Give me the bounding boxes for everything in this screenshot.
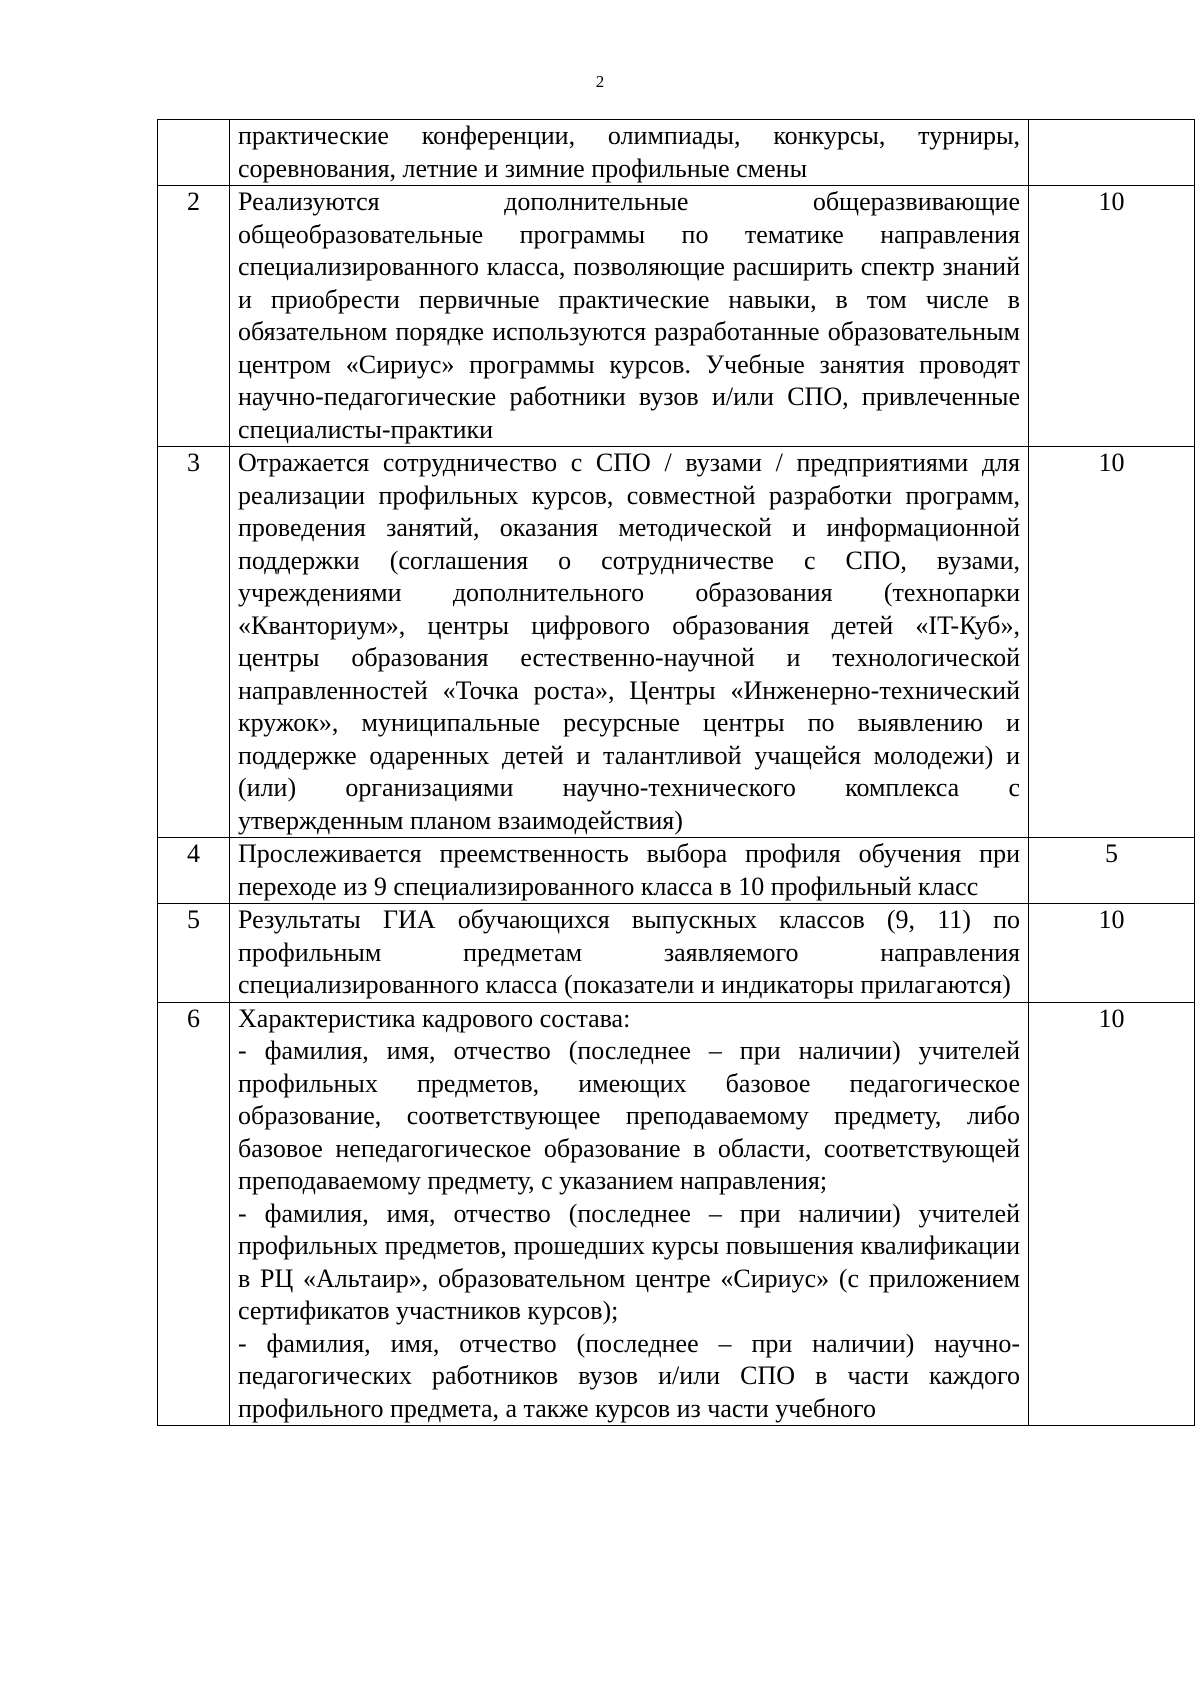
table-row bbox=[158, 120, 1195, 186]
criterion-text: практические конференции, олимпиады, конкурсы, турниры, соревнования, летние и зимние профильные смены bbox=[230, 120, 1029, 186]
staff-item: - фамилия, имя, отчество (последнее – при наличии) учителей профильных предметов, прошедших курсы повышения квалификации в РЦ «Альтаир», образовательном центре «Сириус» (с приложением сертификатов участников курсов); bbox=[238, 1198, 1020, 1325]
criterion-score bbox=[1029, 120, 1195, 186]
table-row bbox=[158, 904, 1195, 1003]
criterion-score: 10 bbox=[1029, 447, 1195, 838]
row-number: 5 bbox=[158, 904, 230, 1003]
criterion-text: Отражается сотрудничество с СПО / вузами / предприятиями для реализации профильных курсов, совместной разработки программ, проведения занятий, оказания методической и информационной поддержки (соглашения о сотрудничестве с СПО, вузами, учреждениями дополнительного образования (технопарки «Кванториум», центры цифрового образования детей «IT-Куб», центры образования естественно-научной и технологической направленностей «Точка роста», Центры «Инженерно-технический кружок», муниципальные ресурсные центры по выявлению и поддержке одаренных детей и талантливой учащейся молодежи) и (или) организациями научно-технического комплекса с утвержденным планом взаимодействия) bbox=[230, 447, 1029, 838]
table-row bbox=[158, 447, 1195, 838]
criterion-text: Реализуются дополнительные общеразвивающие общеобразовательные программы по тематике направления специализированного класса, позволяющие расширить спектр знаний и приобрести первичные практические навыки, в том числе в обязательном порядке используются разработанные образовательным центром «Сириус» программы курсов. Учебные занятия проводят научно-педагогические работники вузов и/или СПО, привлеченные специалисты-практики bbox=[230, 186, 1029, 447]
criteria-table bbox=[157, 119, 1195, 1426]
page-number: 2 bbox=[595, 72, 605, 91]
criterion-score: 10 bbox=[1029, 904, 1195, 1003]
table-row bbox=[158, 838, 1195, 904]
table-row bbox=[158, 1002, 1195, 1426]
row-number: 2 bbox=[158, 186, 230, 447]
row-number: 4 bbox=[158, 838, 230, 904]
row-number: 3 bbox=[158, 447, 230, 838]
staff-item: - фамилия, имя, отчество (последнее – при наличии) учителей профильных предметов, имеющих базовое педагогическое образование, соответствующее преподаваемому предмету, либо базовое непедагогическое образование в области, соответствующей преподаваемому предмету, с указанием направления; bbox=[238, 1036, 1020, 1195]
table-row bbox=[158, 186, 1195, 447]
criterion-score: 5 bbox=[1029, 838, 1195, 904]
staff-item: - фамилия, имя, отчество (последнее – при наличии) научно-педагогических работников вузов и/или СПО в части каждого профильного предмета, а также курсов из части учебного bbox=[238, 1328, 1020, 1423]
criterion-text bbox=[230, 1002, 1029, 1426]
criterion-text: Прослеживается преемственность выбора профиля обучения при переходе из 9 специализированного класса в 10 профильный класс bbox=[230, 838, 1029, 904]
criterion-text: Результаты ГИА обучающихся выпускных классов (9, 11) по профильным предметам заявляемого направления специализированного класса (показатели и индикаторы прилагаются) bbox=[230, 904, 1029, 1003]
row-number: 6 bbox=[158, 1002, 230, 1426]
staff-heading: Характеристика кадрового состава: bbox=[238, 1003, 631, 1033]
row-number bbox=[158, 120, 230, 186]
criterion-score: 10 bbox=[1029, 1002, 1195, 1426]
criterion-score: 10 bbox=[1029, 186, 1195, 447]
